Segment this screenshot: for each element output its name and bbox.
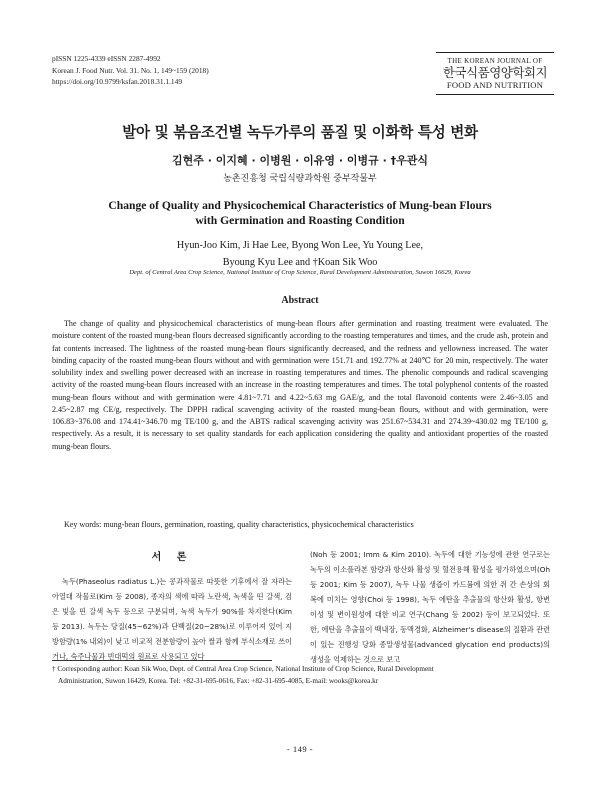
abstract-heading: Abstract <box>281 295 319 306</box>
keywords: Key words: mung-bean flours, germination, roasting, quality characteristics, physicochemical characteristics <box>64 520 414 529</box>
authors-english <box>0 237 600 271</box>
authors-english-line2: Byoung Kyu Lee and †Koan Sik Woo <box>222 257 378 268</box>
issn: pISSN 1225-4339 eISSN 2287-4992 <box>52 54 161 63</box>
footnote-line2: Administration, Suwon 16429, Korea. Tel: +82-31-695-0616, Fax: +82-31-695-4085, E-mail: wooks@korea.kr <box>58 677 379 685</box>
title-english <box>0 198 600 228</box>
corresponding-author-footnote <box>52 663 548 687</box>
intro-right-column: (Noh 등 2001; Imm & Kim 2010). 녹두에 대한 기능성에 관한 연구로는 녹두의 이소플라본 함량과 항산화 활성 및 혈전용해 활성을 평가하였으며(Oh 등 2001; Kim 등 2007), 녹두 나물 생즙이 카드뮴에 의한 쥐 간 손상의 회복에 미치는 영향(Choi 등 1998), 녹두 에탄올 추출물의 항산화 활성, 항변이성 및 변이원성에 대한 비교 연구(Chang 등 2002) 등이 보고되었다. 또한, 에탄올 추출물이 백내장, 동맥경화, Alzheimer's disease의 질환과 관련이 있는 진행성 당화 종말생성물(advanced glycation end products)의 생성을 억제하는 것으로 보고 <box>310 550 550 665</box>
journal-logo-korean: 한국식품영양학회지 <box>442 65 548 80</box>
authors-korean: 김현주 · 이지혜 · 이병원 · 이유영 · 이병규 · †우관식 <box>172 154 428 167</box>
publication-meta <box>52 53 209 88</box>
title-english-line1: Change of Quality and Physicochemical Characteristics of Mung-bean Flours <box>108 199 492 212</box>
footnote-divider <box>52 660 272 661</box>
citation: Korean J. Food Nutr. Vol. 31. No. 1, 149~159 (2018) <box>52 65 209 75</box>
affiliation-english: Dept. of Central Area Crop Science, National Institute of Crop Science, Rural Development Administration, Suwon 16629, Korea <box>129 269 471 276</box>
journal-logo-top: THE KOREAN JOURNAL OF <box>447 57 543 65</box>
journal-logo-bottom: FOOD AND NUTRITION <box>446 80 544 90</box>
intro-heading: 서 론 <box>151 552 193 563</box>
title-english-line2: with Germination and Roasting Condition <box>195 214 405 227</box>
authors-english-line1: Hyun-Joo Kim, Ji Hae Lee, Byong Won Lee, Yu Young Lee, <box>176 240 424 251</box>
page-number: - 149 - <box>286 744 314 754</box>
abstract-body: The change of quality and physicochemical characteristics of mung-bean flours after germination and roasting treatment were evaluated. The moisture content of the roasted mung-bean flours decreased significantly according to the roasting temperatures and times, and the crude ash, protein and fat contents increased. The lightness of the roasted mung-bean flours significantly decreased, and the redness and yellowness increased. The water binding capacity of the roasted mung-bean flours without and with germination were 151.71 and 192.77% at 240℃ for 20 min, respectively. The water solubility index and swelling power decreased with an increase in roasting temperatures and times. The phenolic compounds and radical scavenging activity of the roasted mung-bean flours increased with an increase in the roasting temperatures and times. The total polyphenol contents of the roasted mung-bean flours without and with germination were 4.81~7.71 and 4.22~5.63 mg GAE/g, and the total flavonoid contents were 2.46~3.05 and 2.45~2.87 mg CE/g, respectively. The DPPH radical scavenging activity of the roasted mung-bean flours, without and with germination, were 106.83~376.08 and 174.41~346.70 mg TE/100 g, and the ABTS radical scavenging activity was 251.67~534.31 and 274.39~430.02 mg TE/100 g, respectively. As a result, it is necessary to set quality standards for each application considering the quality and antioxidant properties of the roasted mung-bean flours. <box>52 319 548 451</box>
footnote-line1: † Corresponding author: Koan Sik Woo, Dept. of Central Area Crop Science, National Institute of Crop Science, Rural Development <box>52 665 434 673</box>
affiliation-korean: 농촌진흥청 국립식량과학원 중부작물부 <box>223 174 377 184</box>
doi-link[interactable]: https://doi.org/10.9799/ksfan.2018.31.1.149 <box>52 77 183 87</box>
intro-left-column: 녹두(Phaseolus radiatus L.)는 콩과작물로 따뜻한 기후에서 잘 자라는 아열대 작물로(Kim 등 2008), 종자의 색에 따라 노란색, 녹색을 띤 갈색, 검은 빛을 띤 갈색 녹두 등으로 구분되며, 녹색 녹두가 90%를 차지한다(Kim 등 2013). 녹두는 당질(45~62%)과 단백질(20~28%)로 이루어져 있어 지방함량(1% 내외)이 낮고 비교적 전분함량이 높아 쌀과 함께 부식소재로 쓰이거나, 숙주나물과 빈대떡의 원료로 사용되고 있다 <box>52 577 292 662</box>
journal-logo <box>436 52 554 95</box>
title-korean: 발아 및 볶음조건별 녹두가루의 품질 및 이화학 특성 변화 <box>122 124 478 141</box>
